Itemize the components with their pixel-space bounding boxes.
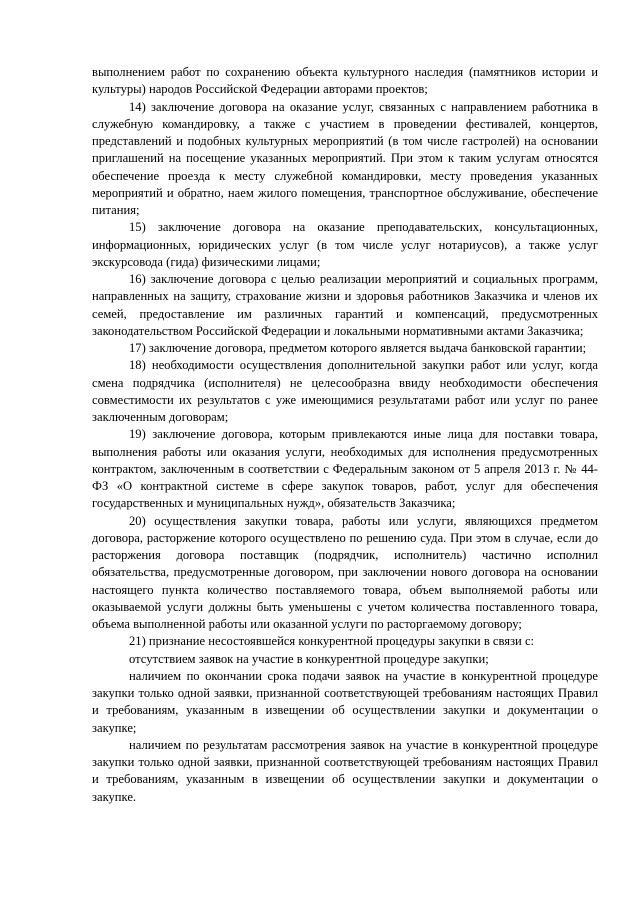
paragraph-subitem-no-bids: отсутствием заявок на участие в конкурентной процедуре закупки;: [129, 651, 489, 666]
paragraph-item-18: 18) необходимости осуществления дополнительной закупки работ или услуг, когда смена подрядчика (исполнителя) не целесообразна ввиду необходимости обеспечения совместимости их результатов с уже имеющимися результатами работ или услуг по ранее заключенным договорам;: [92, 358, 598, 424]
paragraph-item-17: 17) заключение договора, предметом которого является выдача банковской гарантии;: [129, 341, 587, 355]
paragraph-item-21: 21) признание несостоявшейся конкурентной процедуры закупки в связи с:: [129, 634, 535, 649]
paragraph-subitem-single-bid-deadline: наличием по окончании срока подачи заявок на участие в конкурентной процедуре закупки только одной заявки, признанной соответствующей требованиям настоящих Правил и требованиям, указанным в извещении об осуществлении закупки и документации о закупке;: [92, 668, 598, 735]
paragraph-continuation: выполнением работ по сохранению объекта культурного наследия (памятников истории и культуры) народов Российской Федерации авторами проектов;: [92, 65, 598, 97]
document-page: [92, 64, 598, 806]
paragraph-item-19: 19) заключение договора, которым привлекаются иные лица для поставки товара, выполнения работы или оказания услуги, необходимых для исполнения предусмотренных контрактом, заключенным в соответствии с Федеральным законом от 5 апреля 2013 г. № 44-ФЗ «О контрактной системе в сфере закупок товаров, работ, услуг для обеспечения государственных и муниципальных нужд», обязательств Заказчика;: [92, 427, 598, 511]
paragraph-subitem-single-bid-review: наличием по результатам рассмотрения заявок на участие в конкурентной процедуре закупки только одной заявки, признанной соответствующей требованиям настоящих Правил и требованиям, указанным в извещении об осуществлении закупки и документации о закупке.: [92, 737, 598, 804]
paragraph-item-15: 15) заключение договора на оказание преподавательских, консультационных, информационных, юридических услуг (в том числе услуг нотариусов), а также услуг экскурсовода (гида) физическими лицами;: [92, 220, 598, 269]
paragraph-item-14: 14) заключение договора на оказание услуг, связанных с направлением работника в служебную командировку, а также с участием в проведении фестивалей, концертов, представлений и подобных культурных мероприятий (в том числе гастролей) на основании приглашений на посещение указанных мероприятий. При этом к таким услугам относятся обеспечение проезда к месту служебной командировки, месту проведения указанных мероприятий и обратно, наем жилого помещения, транспортное обслуживание, обеспечение питания;: [92, 99, 598, 217]
paragraph-item-20: 20) осуществления закупки товара, работы или услуги, являющихся предметом договора, расторжение которого осуществлено по решению суда. При этом в случае, если до расторжения договора поставщик (подрядчик, исполнитель) частично исполнил обязательства, предусмотренные договором, при заключении нового договора на основании настоящего пункта количество поставляемого товара, объем выполняемой работы или оказываемой услуги должны быть уменьшены с учетом количества поставленного товара, объема выполненной работы или оказанной услуги по расторгаемому договору;: [92, 513, 598, 631]
paragraph-item-16: 16) заключение договора с целью реализации мероприятий и социальных программ, направленных на защиту, страхование жизни и здоровья работников Заказчика и членов их семей, предоставление им различных гарантий и компенсаций, предусмотренных законодательством Российской Федерации и локальными нормативными актами Заказчика;: [92, 272, 598, 338]
